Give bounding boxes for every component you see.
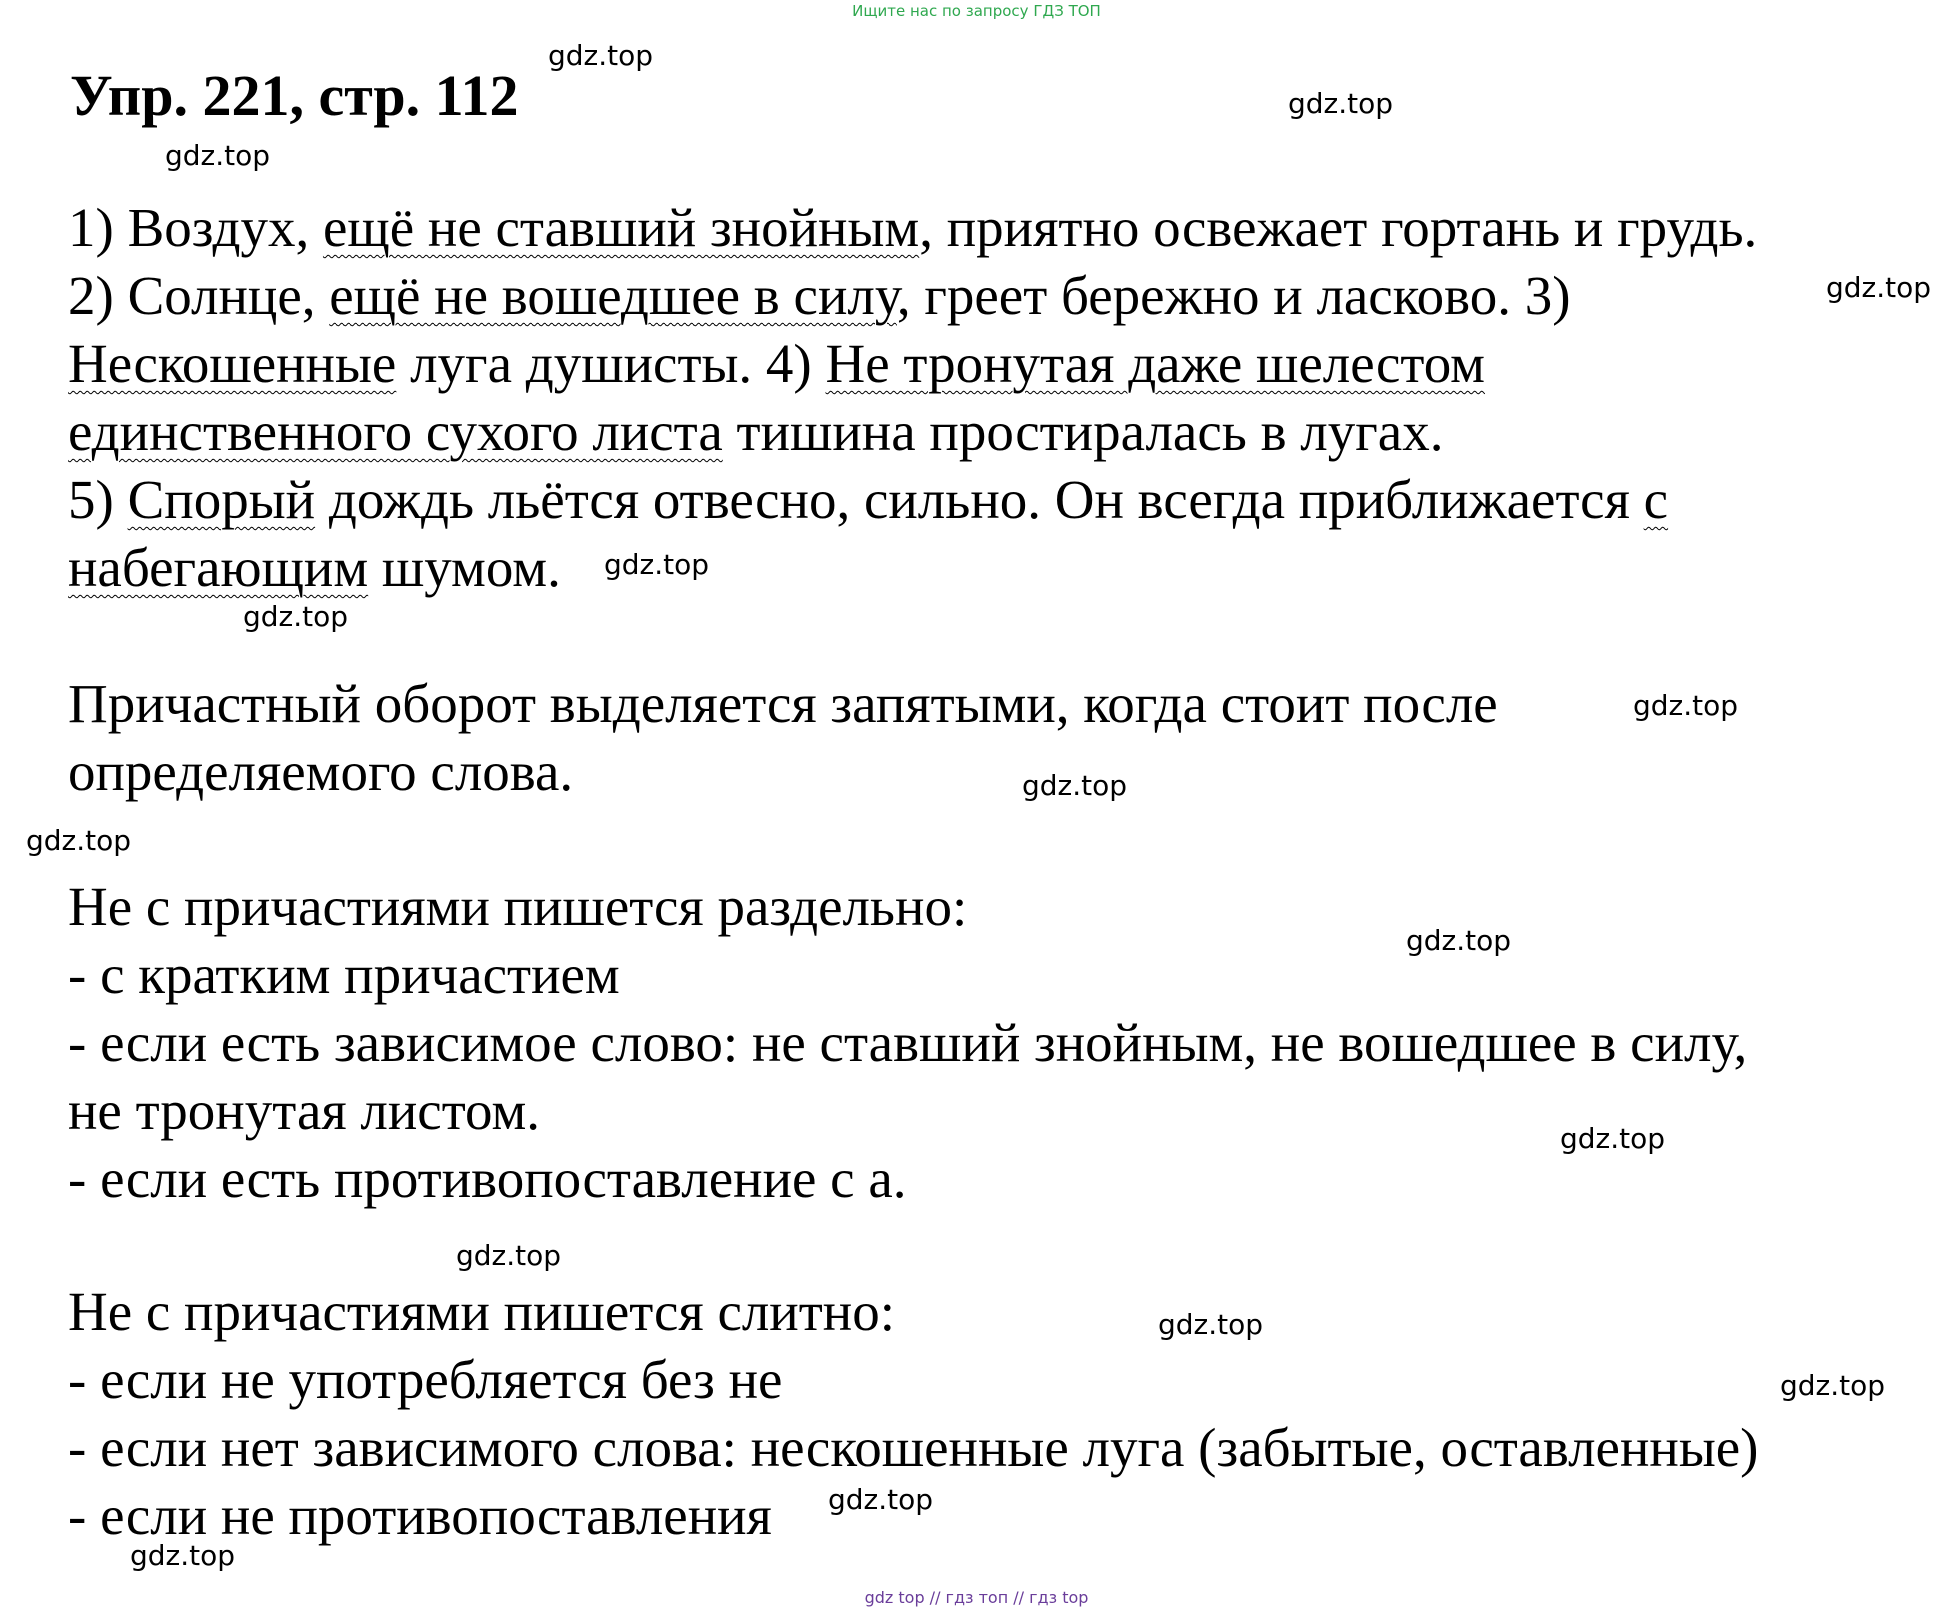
footer: gdz top // гдз топ // гдз top bbox=[864, 1588, 1089, 1607]
participial-phrase-3: Не тронутая даже шелестом bbox=[825, 333, 1485, 394]
sentences-block bbox=[68, 194, 1757, 602]
rule-separate-item-2: - если есть зависимое слово: не ставший знойным, не вошедшее в силу, bbox=[68, 1012, 1748, 1073]
participle-nabegayushchim: набегающим bbox=[68, 537, 369, 598]
rule-separate-item-1: - с кратким причастием bbox=[68, 944, 620, 1005]
rule-separate-item-3: - если есть противопоставление с а. bbox=[68, 1148, 907, 1209]
rule-separate-item-2-cont: не тронутая листом. bbox=[68, 1080, 541, 1141]
exercise-title: Упр. 221, стр. 112 bbox=[70, 63, 519, 128]
watermark: gdz.top bbox=[1633, 689, 1739, 722]
rule-commas-line-2: определяемого слова. bbox=[68, 741, 574, 802]
participial-phrase-1: ещё не ставший знойным bbox=[322, 197, 920, 258]
rule-commas bbox=[68, 670, 1498, 806]
rule-separate-heading: Не с причастиями пишется раздельно: bbox=[68, 876, 968, 937]
watermark: gdz.top bbox=[243, 600, 349, 633]
rule-together-item-1: - если не употребляется без не bbox=[68, 1349, 783, 1410]
watermark: gdz.top bbox=[1826, 271, 1932, 304]
participial-phrase-2: ещё не вошедшее в силу bbox=[329, 265, 897, 326]
sentence-line-5: 5) Спорый дождь льётся отвесно, сильно. Он всегда приближается с bbox=[68, 469, 1669, 530]
rule-together-heading: Не с причастиями пишется слитно: bbox=[68, 1281, 895, 1342]
watermark: gdz.top bbox=[1288, 87, 1394, 120]
watermark: gdz.top bbox=[165, 139, 271, 172]
watermark: gdz.top bbox=[1158, 1308, 1264, 1341]
sentence-line-2: 2) Солнце, ещё не вошедшее в силу, греет бережно и ласково. 3) bbox=[68, 265, 1571, 326]
watermark: gdz.top bbox=[548, 39, 654, 72]
rule-together-item-3: - если не противопоставления bbox=[68, 1485, 772, 1546]
participle-neskoshennye: Нескошенные bbox=[68, 333, 397, 394]
sentence-line-1: 1) Воздух, ещё не ставший знойным, приятно освежает гортань и грудь. bbox=[68, 197, 1758, 258]
adjective-sporyi: Спорый bbox=[127, 469, 316, 530]
watermark: gdz.top bbox=[828, 1483, 934, 1516]
sentence-line-6: набегающим шумом. bbox=[68, 537, 561, 598]
participial-phrase-3-cont: единственного сухого листа bbox=[68, 401, 723, 462]
top-banner: Ищите нас по запросу ГДЗ ТОП bbox=[852, 2, 1101, 20]
sentence-line-3: Нескошенные луга душисты. 4) Не тронутая даже шелестом bbox=[68, 333, 1485, 394]
watermark: gdz.top bbox=[1560, 1122, 1666, 1155]
rule-commas-line-1: Причастный оборот выделяется запятыми, когда стоит после bbox=[68, 673, 1498, 734]
sentence-line-4: единственного сухого листа тишина простиралась в лугах. bbox=[68, 401, 1444, 462]
watermark: gdz.top bbox=[26, 824, 132, 857]
watermark: gdz.top bbox=[1406, 924, 1512, 957]
rule-together-item-2: - если нет зависимого слова: нескошенные луга (забытые, оставленные) bbox=[68, 1417, 1759, 1478]
watermark: gdz.top bbox=[456, 1239, 562, 1272]
watermark: gdz.top bbox=[604, 548, 710, 581]
watermark: gdz.top bbox=[130, 1539, 236, 1572]
watermark: gdz.top bbox=[1780, 1369, 1886, 1402]
preposition-s: с bbox=[1643, 469, 1669, 530]
watermark: gdz.top bbox=[1022, 769, 1128, 802]
